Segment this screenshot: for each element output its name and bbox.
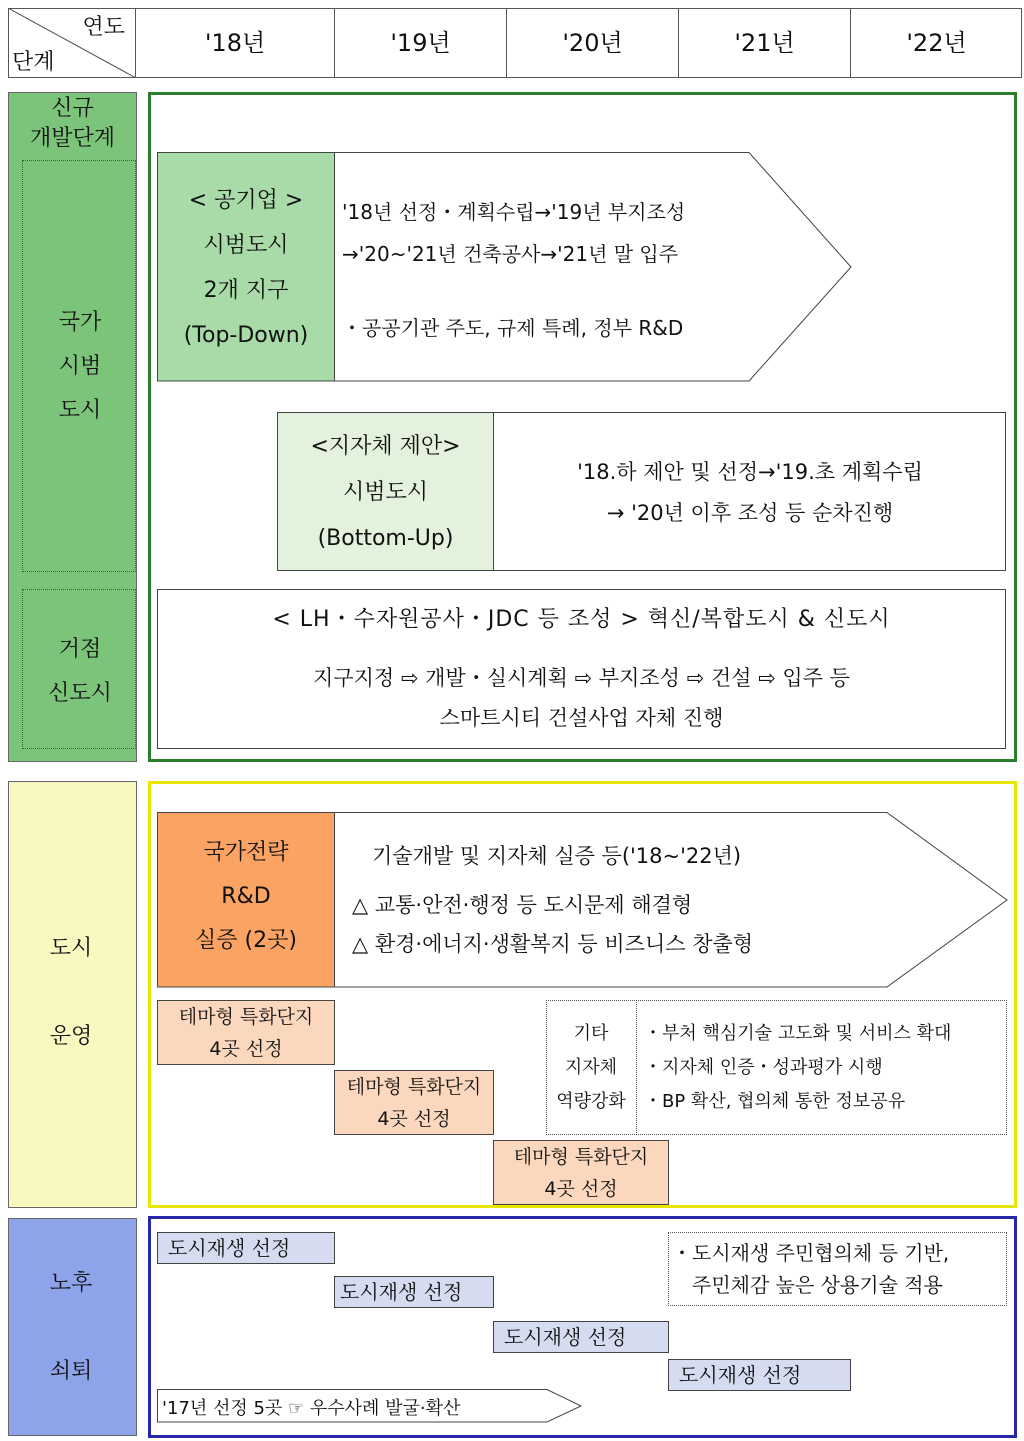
rnd-label-1: 국가전략 — [203, 840, 289, 865]
pilot-local-desc-1: '18.하 제안 및 선정→'19.초 계획수립 — [577, 460, 923, 484]
hub-line-2: 지구지정 ⇨ 개발・실시계획 ⇨ 부지조성 ⇨ 건설 ⇨ 입주 등 — [313, 666, 850, 690]
pilot-public-label-4: (Top-Down) — [183, 323, 309, 348]
year-21: '21년 — [679, 8, 851, 78]
regen-note-1: ・도시재생 주민협의체 등 기반, — [672, 1241, 950, 1265]
phase-national-pilot — [22, 160, 136, 572]
regen-20-label: 도시재생 선정 — [504, 1325, 627, 1349]
corner-bottom-label: 단계 — [12, 50, 55, 75]
phase-city-operation-label: 도시 운영 — [49, 936, 93, 1049]
pilot-public-label-1: < 공기업 > — [188, 188, 304, 213]
regen-box-19 — [334, 1276, 494, 1308]
phase-old-decline-label: 노후 쇠퇴 — [49, 1271, 93, 1384]
pilot-public-desc-3: ・공공기관 주도, 규제 특례, 정부 R&D — [342, 316, 684, 340]
pilot-local-label-2: 시범도시 — [342, 480, 428, 505]
rnd-label — [157, 831, 335, 963]
other-label-1: 기타 — [573, 1023, 609, 1044]
phase-city-operation — [8, 781, 137, 1208]
other-divider — [636, 1000, 637, 1135]
pilot-local-desc — [494, 452, 1006, 534]
corner-top-label: 연도 — [82, 15, 125, 40]
theme-18-line-1: 테마형 특화단지 — [178, 1006, 314, 1028]
pilot-public-label-2: 시범도시 — [203, 233, 289, 258]
phase-hub-new-town — [22, 589, 136, 749]
regen-box-20 — [493, 1321, 669, 1353]
theme-box-20 — [493, 1140, 669, 1205]
phase-hub-label: 거점 신도시 — [48, 637, 112, 706]
rnd-label-3: 실증 (2곳) — [195, 928, 297, 953]
phase-national-pilot-label: 국가 시범 도시 — [58, 310, 102, 423]
theme-20-line-1: 테마형 특화단지 — [513, 1146, 649, 1168]
pilot-public-desc-2: →'20~'21년 건축공사→'21년 말 입주 — [342, 242, 679, 266]
pilot-public-label — [157, 178, 335, 358]
phase-old-decline — [8, 1218, 137, 1436]
hub-text — [157, 600, 1006, 738]
rnd-desc-1: 기술개발 및 지자체 실증 등('18~'22년) — [372, 844, 742, 868]
rnd-desc-3: △ 환경·에너지·생활복지 등 비즈니스 창출형 — [352, 932, 754, 956]
other-label-2: 지자체 — [564, 1057, 618, 1078]
theme-19-line-1: 테마형 특화단지 — [346, 1076, 482, 1098]
theme-box-18 — [157, 1000, 335, 1065]
other-item-3: ・BP 확산, 협의체 통한 정보공유 — [644, 1091, 906, 1112]
pilot-local-label-3: (Bottom-Up) — [317, 526, 454, 551]
year-20: '20년 — [507, 8, 679, 78]
theme-box-19 — [334, 1070, 494, 1135]
theme-20-line-2: 4곳 선정 — [544, 1178, 618, 1200]
regen-box-18 — [157, 1232, 335, 1264]
header-corner — [8, 8, 136, 78]
other-items — [644, 1017, 951, 1119]
regen-note-2: 주민체감 높은 상용기술 적용 — [692, 1273, 943, 1297]
pilot-local-label-1: <지자체 제안> — [310, 434, 461, 459]
pilot-local-desc-2: → '20년 이후 조성 등 순차진행 — [606, 501, 894, 525]
regen-19-label: 도시재생 선정 — [340, 1280, 463, 1304]
other-item-1: ・부처 핵심기술 고도화 및 서비스 확대 — [644, 1023, 952, 1044]
phase-new-dev-label — [8, 94, 137, 154]
theme-18-line-2: 4곳 선정 — [209, 1038, 283, 1060]
hub-line-1: < LH・수자원공사・JDC 등 조성 > 혁신/복합도시 & 신도시 — [272, 607, 891, 632]
regen-box-21 — [668, 1359, 851, 1391]
hub-line-3: 스마트시티 건설사업 자체 진행 — [439, 706, 724, 730]
regen-18-label: 도시재생 선정 — [168, 1236, 291, 1260]
year-22: '22년 — [906, 29, 967, 57]
year-19: '19년 — [335, 8, 507, 78]
rnd-desc-2: △ 교통·안전·행정 등 도시문제 해결형 — [352, 893, 693, 917]
regen-note — [672, 1237, 949, 1301]
pilot-local-label — [277, 424, 494, 562]
year-18: '18년 — [136, 8, 335, 78]
other-label — [546, 1017, 636, 1119]
pilot-public-label-3: 2개 지구 — [203, 278, 289, 303]
rnd-label-2: R&D — [221, 884, 271, 909]
theme-19-line-2: 4곳 선정 — [377, 1108, 451, 1130]
pilot-public-desc-1: '18년 선정・계획수립→'19년 부지조성 — [342, 200, 686, 224]
regen-21-label: 도시재생 선정 — [679, 1363, 802, 1387]
phase-new-dev-text: 신규 개발단계 — [29, 96, 115, 151]
regen-arrow-text: '17년 선정 5곳 ☞ 우수사례 발굴·확산 — [162, 1398, 461, 1419]
other-item-2: ・지자체 인증・성과평가 시행 — [644, 1057, 883, 1078]
other-label-3: 역량강화 — [556, 1091, 626, 1112]
